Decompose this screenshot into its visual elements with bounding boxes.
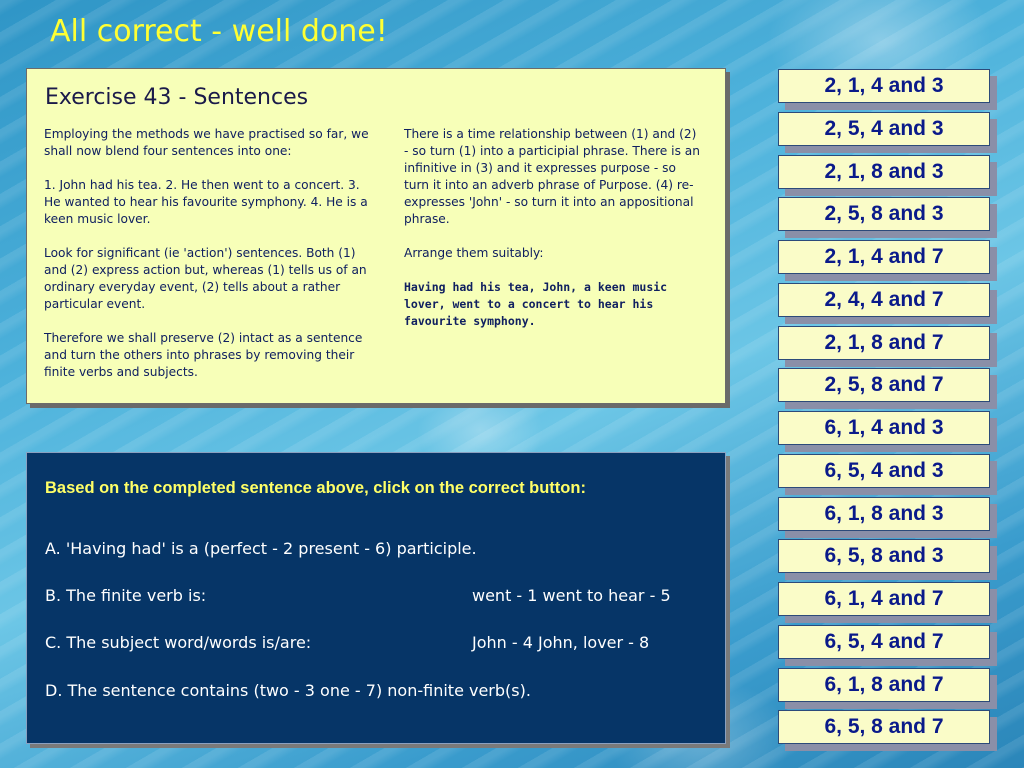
question-c — [45, 633, 650, 652]
answer-button-2-1-8-3[interactable]: 2, 1, 8 and 3 — [778, 155, 990, 189]
exercise-intro: Employing the methods we have practised so far, we shall now blend four sentences into one: — [44, 127, 369, 158]
answer-button-6-5-8-3[interactable]: 6, 5, 8 and 3 — [778, 539, 990, 573]
slide-title: All correct - well done! — [50, 14, 388, 49]
answer-button-6-1-8-7[interactable]: 6, 1, 8 and 7 — [778, 668, 990, 702]
exercise-arrange: Arrange them suitably: — [404, 246, 544, 260]
exercise-result-sentence: Having had his tea, John, a keen music lover, went to a concert to hear his favourite symphony. — [404, 280, 668, 328]
exercise-panel — [26, 68, 726, 404]
answer-button-6-1-8-3[interactable]: 6, 1, 8 and 3 — [778, 497, 990, 531]
question-prompt: Based on the completed sentence above, click on the correct button: — [45, 479, 586, 497]
answer-button-2-1-4-3[interactable]: 2, 1, 4 and 3 — [778, 69, 990, 103]
answer-button-6-1-4-3[interactable]: 6, 1, 4 and 3 — [778, 411, 990, 445]
answer-button-2-4-4-7[interactable]: 2, 4, 4 and 7 — [778, 283, 990, 317]
exercise-plan: Therefore we shall preserve (2) intact as a sentence and turn the others into phrases by removing their finite verbs and subjects. — [44, 331, 363, 379]
answer-button-2-5-8-7[interactable]: 2, 5, 8 and 7 — [778, 368, 990, 402]
question-c-options: John - 4 John, lover - 8 — [472, 633, 650, 652]
answer-button-6-5-4-7[interactable]: 6, 5, 4 and 7 — [778, 625, 990, 659]
question-a: A. 'Having had' is a (perfect - 2 present - 6) participle. — [45, 539, 477, 558]
exercise-left-column — [44, 126, 379, 398]
answer-button-6-1-4-7[interactable]: 6, 1, 4 and 7 — [778, 582, 990, 616]
answer-button-6-5-4-3[interactable]: 6, 5, 4 and 3 — [778, 454, 990, 488]
question-d: D. The sentence contains (two - 3 one - 7) non-finite verb(s). — [45, 681, 531, 700]
exercise-right-column — [404, 126, 704, 347]
question-b-label: B. The finite verb is: — [45, 586, 207, 605]
answer-button-6-5-8-7[interactable]: 6, 5, 8 and 7 — [778, 710, 990, 744]
question-panel — [26, 452, 726, 744]
question-b — [45, 586, 671, 605]
answer-button-2-1-4-7[interactable]: 2, 1, 4 and 7 — [778, 240, 990, 274]
exercise-analysis: Look for significant (ie 'action') sentences. Both (1) and (2) express action but, whereas (1) tells us of an ordinary everyday event, (2) tells about a rather particular event. — [44, 246, 367, 311]
question-b-options: went - 1 went to hear - 5 — [472, 586, 671, 605]
answer-button-2-5-8-3[interactable]: 2, 5, 8 and 3 — [778, 197, 990, 231]
exercise-title: Exercise 43 - Sentences — [45, 85, 309, 110]
question-c-label: C. The subject word/words is/are: — [45, 633, 312, 652]
answer-button-2-1-8-7[interactable]: 2, 1, 8 and 7 — [778, 326, 990, 360]
answer-button-2-5-4-3[interactable]: 2, 5, 4 and 3 — [778, 112, 990, 146]
exercise-relationship: There is a time relationship between (1) and (2) - so turn (1) into a participial phrase. There is an infinitive in (3) and it expresses purpose - so turn it into an adverb phrase of Purpose. (4) re-expresses 'John' - so turn it into an appositional phrase. — [404, 127, 700, 226]
exercise-sentences: 1. John had his tea. 2. He then went to a concert. 3. He wanted to hear his favourite symphony. 4. He is a keen music lover. — [44, 178, 368, 226]
